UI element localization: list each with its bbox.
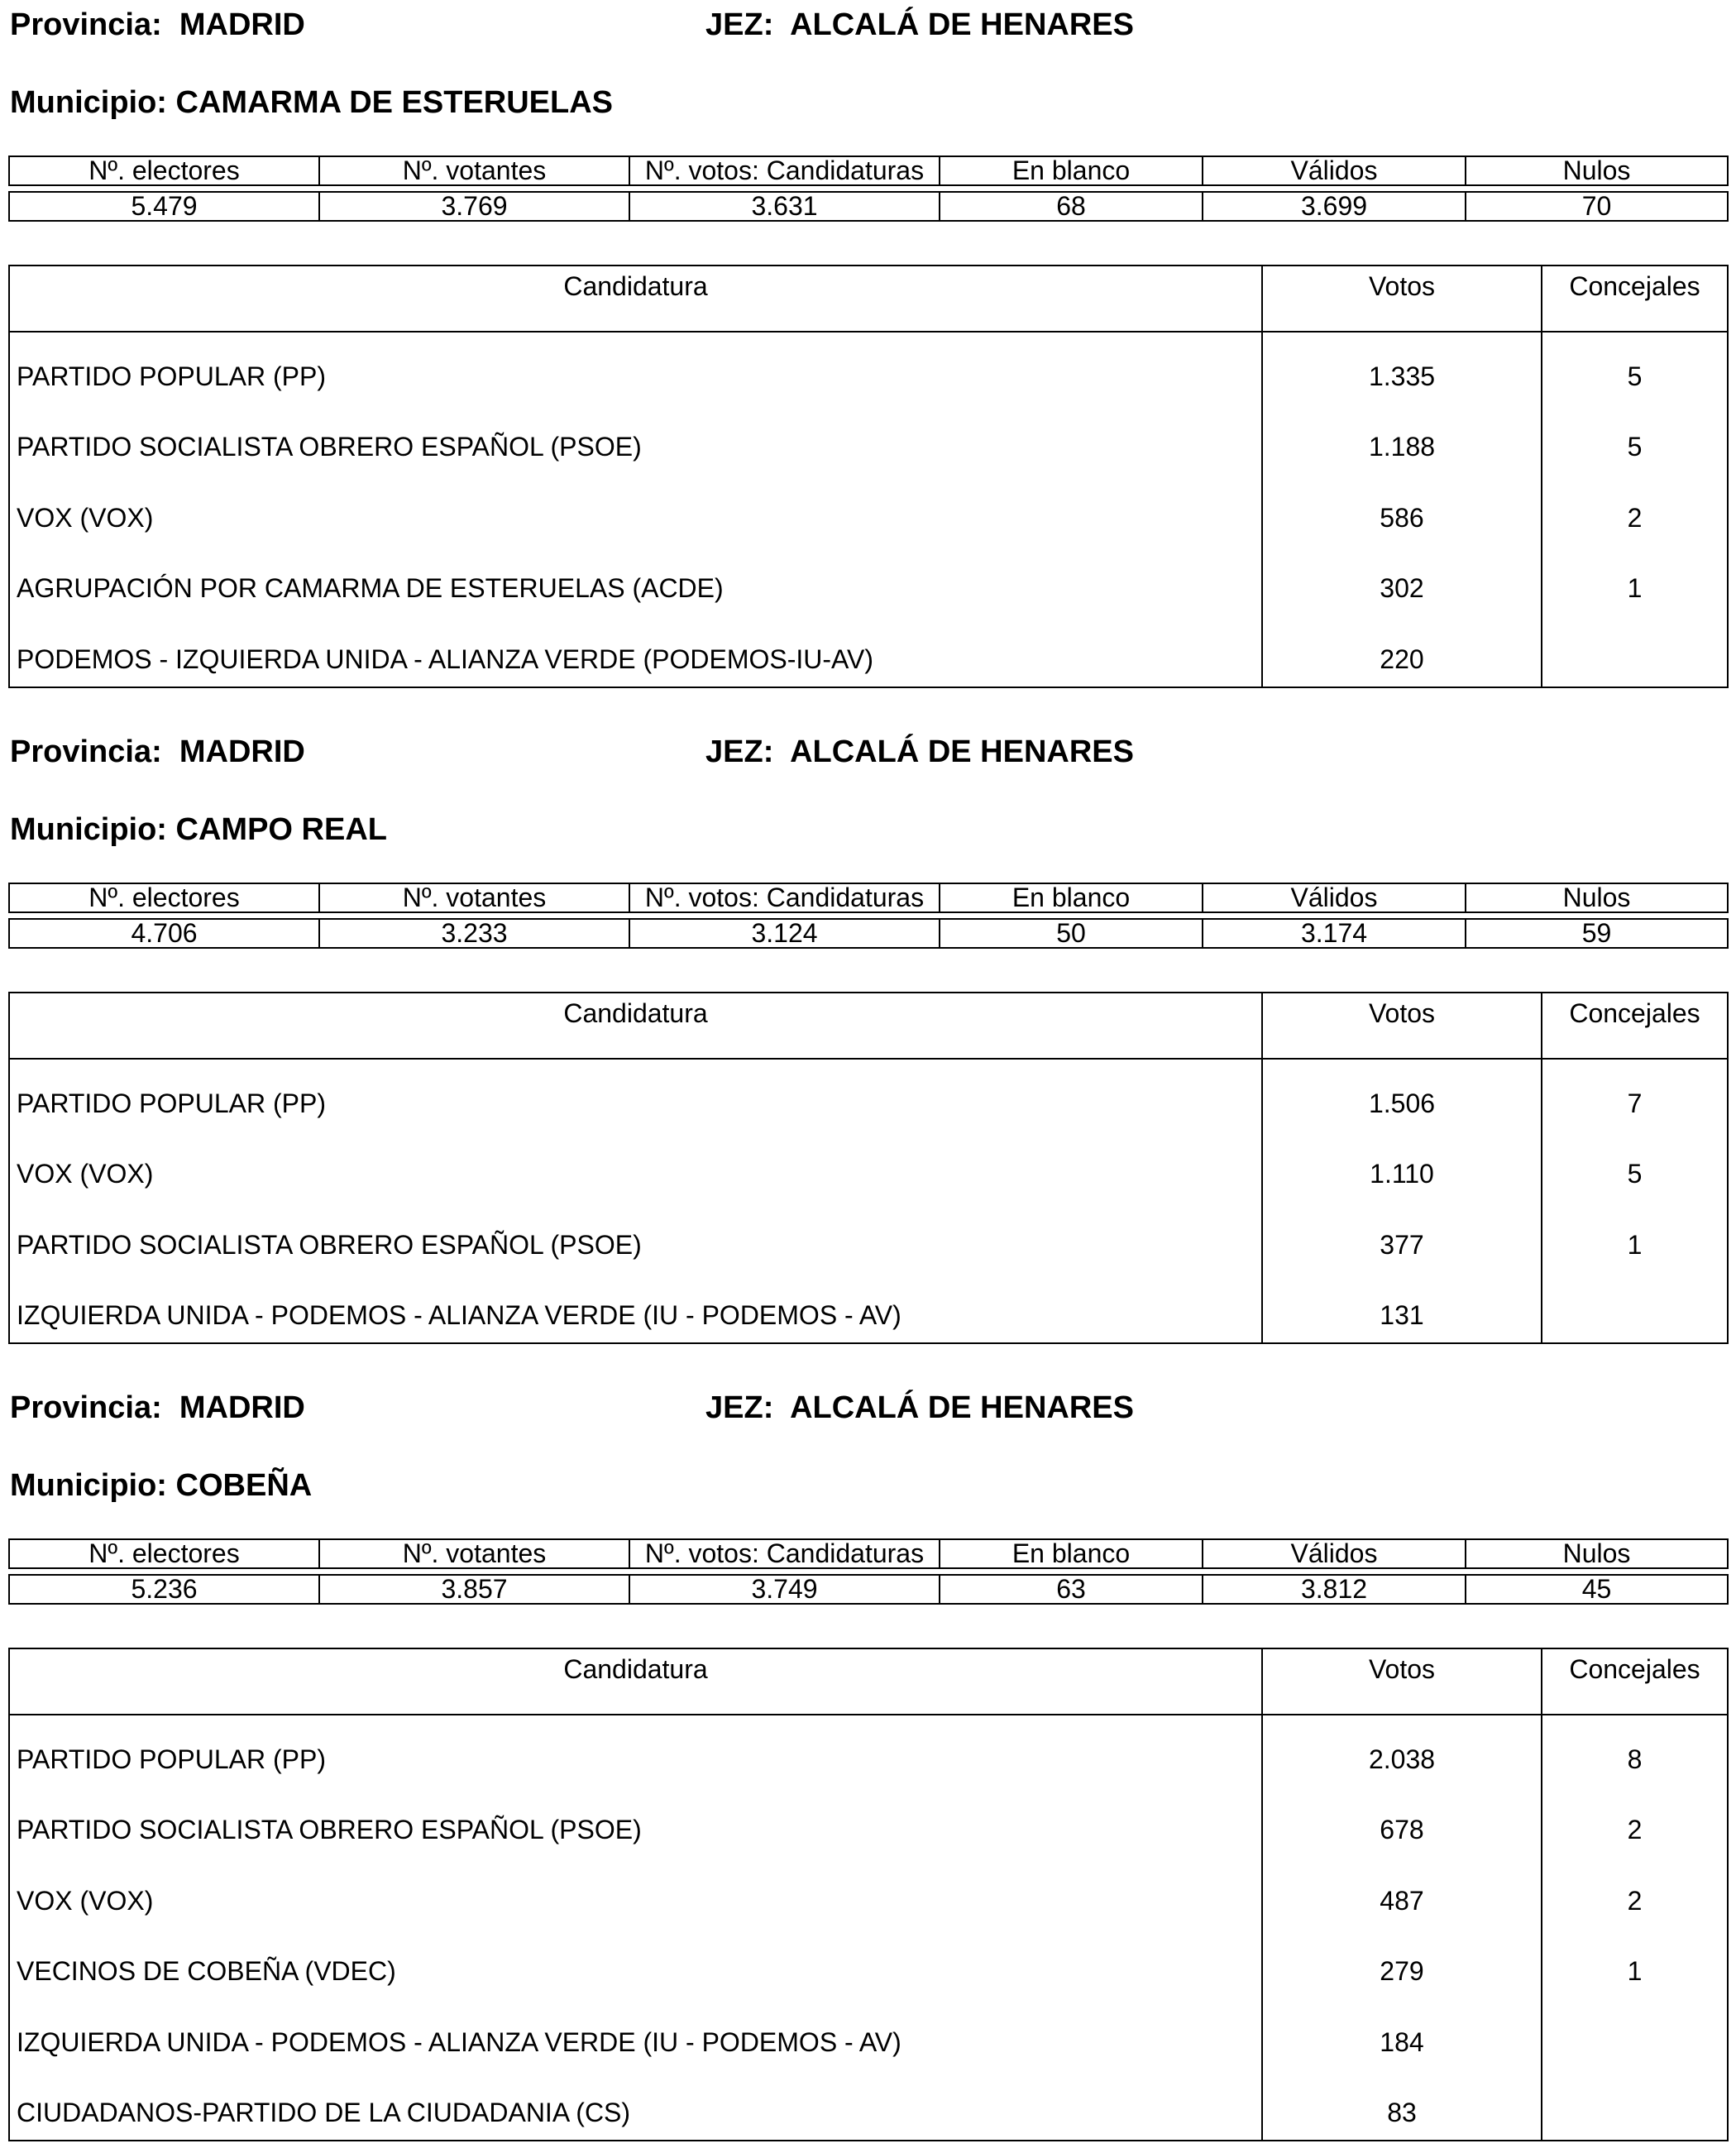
stats-header-blanco: En blanco <box>940 156 1203 185</box>
jez-label: JEZ: <box>705 1390 774 1425</box>
candidatura-seats: 1 <box>1627 1956 1643 1986</box>
results-table <box>8 1648 1729 2141</box>
candidatura-seats <box>1542 1272 1727 1343</box>
jez-value: ALCALÁ DE HENARES <box>790 7 1134 42</box>
stats-votantes: 3.857 <box>319 1575 629 1604</box>
stats-nulos: 70 <box>1466 192 1728 221</box>
municipio-header <box>10 1467 312 1504</box>
stats-table <box>8 155 1729 222</box>
result-row <box>10 615 1727 687</box>
candidatura-name: VOX (VOX) <box>10 474 1263 545</box>
stats-validos: 3.699 <box>1203 192 1466 221</box>
municipio-header <box>10 811 387 848</box>
provincia-label: Provincia: <box>10 1390 162 1425</box>
result-row <box>10 1201 1727 1272</box>
stats-header-nulos: Nulos <box>1466 1539 1728 1568</box>
result-row <box>10 1060 1727 1131</box>
stats-header-nulos: Nulos <box>1466 883 1728 912</box>
candidatura-name: PARTIDO POPULAR (PP) <box>10 333 1263 404</box>
candidatura-votes: 586 <box>1263 474 1542 545</box>
header-concejales: Concejales <box>1569 271 1700 301</box>
result-row <box>10 1715 1727 1787</box>
candidatura-seats: 2 <box>1627 502 1643 533</box>
municipio-label: Municipio: <box>10 812 167 847</box>
result-row <box>10 1998 1727 2069</box>
candidatura-seats <box>1542 615 1727 687</box>
stats-header-validos: Válidos <box>1203 156 1466 185</box>
provincia-label: Provincia: <box>10 7 162 42</box>
municipio-value: CAMPO REAL <box>175 812 387 847</box>
stats-votantes: 3.769 <box>319 192 629 221</box>
municipio-header <box>10 84 613 121</box>
result-row <box>10 474 1727 545</box>
stats-header-row <box>9 883 1728 912</box>
candidatura-name: VOX (VOX) <box>10 1857 1263 1928</box>
provincia-value: MADRID <box>179 7 305 42</box>
candidatura-seats <box>1542 1998 1727 2069</box>
candidatura-votes: 487 <box>1263 1857 1542 1928</box>
provincia-header <box>10 734 305 770</box>
stats-candidaturas: 3.631 <box>629 192 940 221</box>
stats-electores: 5.479 <box>9 192 319 221</box>
header-votos: Votos <box>1263 1649 1542 1714</box>
candidatura-name: PARTIDO SOCIALISTA OBRERO ESPAÑOL (PSOE) <box>10 404 1263 475</box>
stats-nulos: 45 <box>1466 1575 1728 1604</box>
stats-header-candidaturas: Nº. votos: Candidaturas <box>629 1539 940 1568</box>
provincia-header <box>10 1390 305 1426</box>
candidatura-votes: 302 <box>1263 545 1542 616</box>
stats-value-row <box>9 1575 1728 1604</box>
stats-header-validos: Válidos <box>1203 883 1466 912</box>
jez-value: ALCALÁ DE HENARES <box>790 1390 1134 1425</box>
candidatura-seats <box>1542 2069 1727 2141</box>
candidatura-votes: 2.038 <box>1263 1715 1542 1787</box>
results-table <box>8 265 1729 688</box>
candidatura-seats: 1 <box>1627 1229 1643 1260</box>
candidatura-votes: 1.335 <box>1263 333 1542 404</box>
candidatura-name: IZQUIERDA UNIDA - PODEMOS - ALIANZA VERDE (IU - PODEMOS - AV) <box>10 1998 1263 2069</box>
results-table <box>8 992 1729 1344</box>
candidatura-name: AGRUPACIÓN POR CAMARMA DE ESTERUELAS (ACDE) <box>10 545 1263 616</box>
result-row <box>10 1131 1727 1202</box>
results-header <box>10 1649 1727 1715</box>
stats-header-candidaturas: Nº. votos: Candidaturas <box>629 156 940 185</box>
result-row <box>10 1857 1727 1928</box>
municipio-label: Municipio: <box>10 1468 167 1503</box>
candidatura-votes: 1.110 <box>1263 1131 1542 1202</box>
stats-header-row <box>9 1539 1728 1568</box>
stats-table <box>8 1538 1729 1605</box>
candidatura-name: VECINOS DE COBEÑA (VDEC) <box>10 1928 1263 1999</box>
stats-candidaturas: 3.124 <box>629 919 940 948</box>
stats-value-row <box>9 192 1728 221</box>
provincia-value: MADRID <box>179 1390 305 1425</box>
jez-header <box>705 7 1134 43</box>
stats-header-blanco: En blanco <box>940 883 1203 912</box>
jez-label: JEZ: <box>705 734 774 769</box>
result-row <box>10 1272 1727 1343</box>
candidatura-name: PARTIDO SOCIALISTA OBRERO ESPAÑOL (PSOE) <box>10 1201 1263 1272</box>
municipio-value: CAMARMA DE ESTERUELAS <box>175 85 614 120</box>
candidatura-seats: 2 <box>1627 1885 1643 1916</box>
header-concejales: Concejales <box>1569 998 1700 1028</box>
stats-electores: 4.706 <box>9 919 319 948</box>
stats-header-row <box>9 156 1728 185</box>
candidatura-votes: 279 <box>1263 1928 1542 1999</box>
jez-header <box>705 1390 1134 1426</box>
candidatura-votes: 1.188 <box>1263 404 1542 475</box>
stats-value-row <box>9 919 1728 948</box>
jez-header <box>705 734 1134 770</box>
candidatura-votes: 377 <box>1263 1201 1542 1272</box>
result-row <box>10 333 1727 404</box>
provincia-header <box>10 7 305 43</box>
results-header <box>10 266 1727 333</box>
stats-candidaturas: 3.749 <box>629 1575 940 1604</box>
stats-header-votantes: Nº. votantes <box>319 156 629 185</box>
candidatura-name: IZQUIERDA UNIDA - PODEMOS - ALIANZA VERDE (IU - PODEMOS - AV) <box>10 1272 1263 1343</box>
result-row <box>10 1787 1727 1858</box>
candidatura-name: PARTIDO POPULAR (PP) <box>10 1060 1263 1131</box>
stats-header-votantes: Nº. votantes <box>319 1539 629 1568</box>
header-candidatura: Candidatura <box>10 266 1263 331</box>
stats-blanco: 68 <box>940 192 1203 221</box>
stats-header-validos: Válidos <box>1203 1539 1466 1568</box>
candidatura-name: CIUDADANOS-PARTIDO DE LA CIUDADANIA (CS) <box>10 2069 1263 2141</box>
stats-validos: 3.812 <box>1203 1575 1466 1604</box>
header-candidatura: Candidatura <box>10 1649 1263 1714</box>
stats-header-electores: Nº. electores <box>9 883 319 912</box>
candidatura-seats: 5 <box>1627 432 1643 462</box>
result-row <box>10 545 1727 616</box>
candidatura-votes: 131 <box>1263 1272 1542 1343</box>
stats-blanco: 50 <box>940 919 1203 948</box>
candidatura-votes: 220 <box>1263 615 1542 687</box>
stats-nulos: 59 <box>1466 919 1728 948</box>
provincia-value: MADRID <box>179 734 305 769</box>
stats-header-electores: Nº. electores <box>9 156 319 185</box>
stats-electores: 5.236 <box>9 1575 319 1604</box>
provincia-label: Provincia: <box>10 734 162 769</box>
candidatura-name: PARTIDO POPULAR (PP) <box>10 1715 1263 1787</box>
stats-table <box>8 883 1729 949</box>
candidatura-name: VOX (VOX) <box>10 1131 1263 1202</box>
result-row <box>10 404 1727 475</box>
candidatura-votes: 83 <box>1263 2069 1542 2141</box>
stats-header-candidaturas: Nº. votos: Candidaturas <box>629 883 940 912</box>
stats-header-blanco: En blanco <box>940 1539 1203 1568</box>
candidatura-name: PODEMOS - IZQUIERDA UNIDA - ALIANZA VERDE (PODEMOS-IU-AV) <box>10 615 1263 687</box>
header-candidatura: Candidatura <box>10 993 1263 1058</box>
candidatura-seats: 5 <box>1627 1159 1643 1189</box>
header-votos: Votos <box>1263 993 1542 1058</box>
jez-label: JEZ: <box>705 7 774 42</box>
candidatura-seats: 2 <box>1627 1815 1643 1844</box>
candidatura-seats: 5 <box>1627 361 1643 391</box>
candidatura-seats: 1 <box>1627 573 1643 603</box>
header-votos: Votos <box>1263 266 1542 331</box>
header-concejales: Concejales <box>1569 1654 1700 1684</box>
stats-blanco: 63 <box>940 1575 1203 1604</box>
candidatura-votes: 1.506 <box>1263 1060 1542 1131</box>
results-header <box>10 993 1727 1060</box>
stats-header-electores: Nº. electores <box>9 1539 319 1568</box>
stats-votantes: 3.233 <box>319 919 629 948</box>
stats-header-nulos: Nulos <box>1466 156 1728 185</box>
result-row <box>10 1928 1727 1999</box>
candidatura-votes: 678 <box>1263 1787 1542 1858</box>
candidatura-name: PARTIDO SOCIALISTA OBRERO ESPAÑOL (PSOE) <box>10 1787 1263 1858</box>
candidatura-seats: 7 <box>1627 1088 1643 1118</box>
jez-value: ALCALÁ DE HENARES <box>790 734 1134 769</box>
municipio-label: Municipio: <box>10 85 167 120</box>
candidatura-seats: 8 <box>1627 1744 1643 1774</box>
candidatura-votes: 184 <box>1263 1998 1542 2069</box>
result-row <box>10 2069 1727 2141</box>
stats-validos: 3.174 <box>1203 919 1466 948</box>
municipio-value: COBEÑA <box>175 1468 313 1503</box>
stats-header-votantes: Nº. votantes <box>319 883 629 912</box>
